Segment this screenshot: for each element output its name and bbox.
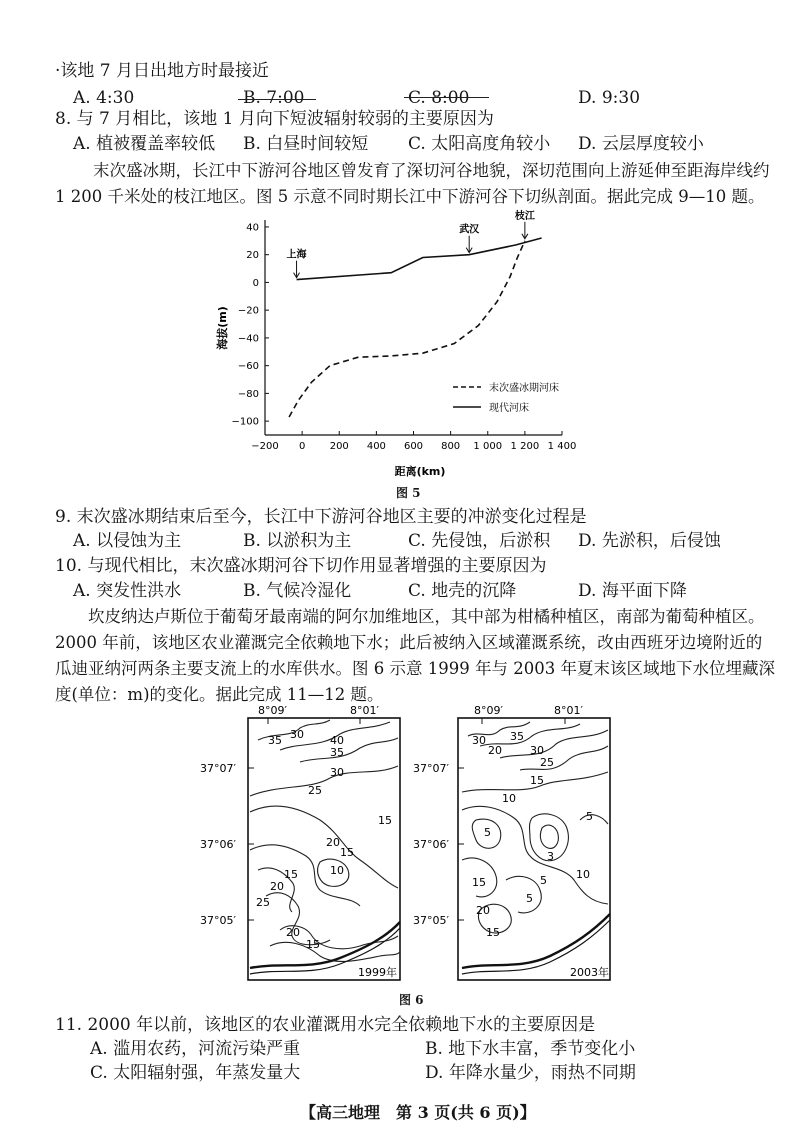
map2-label: 10 (576, 868, 590, 881)
q10-option-c: C. 地壳的沉降 (408, 581, 517, 601)
fig5-annotation-label: 武汉 (459, 224, 480, 236)
map1-label: 30 (290, 728, 304, 741)
map2-label: 5 (484, 826, 491, 839)
map2-label: 30 (530, 744, 544, 757)
map2-label: 35 (510, 730, 524, 743)
map1-label: 40 (330, 734, 344, 747)
q9-option-a: A. 以侵蚀为主 (73, 531, 182, 551)
fig5-caption: 图 5 (396, 486, 421, 500)
fig5-legend-modern: 现代河床 (489, 403, 529, 414)
map2-label: 30 (472, 734, 486, 747)
map2-lat-bottom: 37°05′ (413, 914, 449, 927)
map1-label: 15 (340, 846, 354, 859)
q9-option-d: D. 先淤积，后侵蚀 (578, 531, 721, 551)
page-footer: 【高三地理 第 3 页(共 6 页)】 (300, 1103, 536, 1122)
map1-label: 35 (268, 734, 282, 747)
map-ticks (248, 718, 565, 920)
fig5-x-tick-label: 200 (329, 441, 349, 452)
passage1-line1: 末次盛冰期，长江中下游河谷地区曾发育了深切河谷地貌，深切范围向上游延伸至距海岸线约 (93, 161, 770, 180)
q11-stem: 11. 2000 年以前，该地区的农业灌溉用水完全依赖地下水的主要原因是 (55, 1015, 596, 1035)
q11-option-b: B. 地下水丰富，季节变化小 (425, 1039, 636, 1059)
map2-year: 2003年 (570, 966, 609, 979)
passage2-text: 坎皮纳达卢斯位于葡萄牙最南端的阿尔加维地区，其中部为柑橘种植区，南部为葡萄种植区。2000 年前，该地区农业灌溉完全依赖地下水；此后被纳入区域灌溉系统，改由西班牙边境附近的瓜迪亚纳河两条主要支流上的水库供水。图 6 示意 1999 年与 2003 年夏末该区域地下水位埋藏深度(单位：m)的变化。据此完成 11—12 题。 (55, 607, 775, 704)
q11-option-a: A. 滥用农药，河流污染严重 (90, 1039, 301, 1059)
map1-label: 10 (330, 864, 344, 877)
map1-lat-bottom: 37°05′ (200, 914, 236, 927)
q7-option-b: B. 7:00 (243, 88, 305, 108)
q7-option-a: A. 4:30 (73, 88, 135, 108)
map1-label: 20 (286, 926, 300, 939)
map2-label: 25 (540, 756, 554, 769)
fig5-y-tick-label: 0 (252, 277, 259, 289)
q11-option-c: C. 太阳辐射强，年蒸发量大 (90, 1063, 301, 1083)
map2-label: 15 (530, 774, 544, 787)
map1-lat-top: 37°07′ (200, 762, 236, 775)
fig5-y-tick-label: −80 (237, 388, 259, 400)
map2-lon-right: 8°01′ (554, 704, 583, 717)
map2-coastline (462, 914, 610, 968)
fig5-y-axis-label: 海拔(m) (216, 306, 229, 350)
figure6-maps (180, 700, 640, 1000)
q10-stem: 10. 与现代相比，末次盛冰期河谷下切作用显著增强的主要原因为 (55, 556, 547, 576)
map1-year: 1999年 (358, 966, 397, 979)
fig5-y-tick-label: −100 (231, 416, 259, 428)
fig5-annotation-label: 上海 (286, 249, 307, 261)
fig5-y-tick-label: −40 (237, 333, 259, 345)
figure5-chart (210, 205, 590, 495)
map2-label: 20 (488, 744, 502, 757)
map2-lat-mid: 37°06′ (413, 838, 449, 851)
map2-label: 15 (486, 926, 500, 939)
fig5-x-tick-label: 1 000 (473, 441, 503, 452)
passage1-line2: 1 200 千米处的枝江地区。图 5 示意不同时期长江中下游河谷下切纵剖面。据此完成 9—10 题。 (55, 187, 765, 206)
q9-stem: 9. 末次盛冰期结束后至今，长江中下游河谷地区主要的冲淤变化过程是 (55, 507, 587, 527)
fig5-y-tick-label: −20 (237, 305, 259, 317)
map1-label: 20 (270, 880, 284, 893)
map2-label: 5 (526, 892, 533, 905)
q9-option-c: C. 先侵蚀，后淤积 (408, 531, 551, 551)
map2-frame (458, 718, 610, 980)
map1-lon-left: 8°09′ (258, 704, 287, 717)
q8-option-b: B. 白昼时间较短 (243, 134, 369, 154)
fig5-x-tick-label: 1 400 (547, 441, 577, 452)
map1-label: 20 (326, 836, 340, 849)
fig5-y-tick-label: 20 (246, 250, 259, 262)
fig5-annotation-label: 枝江 (514, 210, 535, 222)
map2-lon-left: 8°09′ (474, 704, 503, 717)
map2-label: 10 (502, 792, 516, 805)
map2-label: 5 (586, 810, 593, 823)
q7-option-d: D. 9:30 (578, 88, 641, 108)
q8-option-c: C. 太阳高度角较小 (408, 134, 551, 154)
map2-lat-top: 37°07′ (413, 762, 449, 775)
map2-label: 5 (540, 874, 547, 887)
map1-lat-mid: 37°06′ (200, 838, 236, 851)
fig5-y-tick-label: −60 (237, 361, 259, 373)
q10-option-d: D. 海平面下降 (578, 581, 687, 601)
map1-lon-right: 8°01′ (350, 704, 379, 717)
map1-label: 35 (330, 746, 344, 759)
figure6 (180, 700, 640, 1000)
q10-option-b: B. 气候冷湿化 (243, 581, 352, 601)
q10-option-a: A. 突发性洪水 (73, 581, 182, 601)
map2-label: 20 (476, 904, 490, 917)
map1-label: 15 (378, 814, 392, 827)
map1-label: 30 (330, 766, 344, 779)
map1-contour-lines (250, 720, 400, 961)
fig5-x-tick-label: 800 (441, 441, 461, 452)
q7-stem: ·该地 7 月日出地方时最接近 (55, 61, 270, 81)
fig5-x-axis-label: 距离(km) (394, 465, 446, 478)
fig5-series-modern-riverbed (297, 238, 542, 280)
pen-strike-c (404, 97, 489, 98)
q11-option-d: D. 年降水量少，雨热不同期 (425, 1063, 636, 1083)
q7-option-c: C. 8:00 (408, 88, 470, 108)
fig6-caption: 图 6 (399, 993, 424, 1007)
fig5-x-tick-label: 0 (298, 441, 306, 452)
map2-label: 3 (547, 850, 554, 863)
fig5-x-tick-label: 600 (403, 441, 424, 452)
pen-strike-b (238, 99, 316, 100)
fig5-x-tick-label: 1 200 (510, 441, 540, 452)
q8-stem: 8. 与 7 月相比，该地 1 月向下短波辐射较弱的主要原因为 (55, 109, 494, 129)
q9-option-b: B. 以淤积为主 (243, 531, 352, 551)
map1-label: 25 (256, 896, 270, 909)
map1-label: 15 (306, 938, 320, 951)
fig5-legend-glacial: 末次盛冰期河床 (489, 383, 559, 394)
map1-label: 25 (308, 784, 322, 797)
fig5-x-tick-label: −200 (251, 441, 279, 452)
q8-option-a: A. 植被覆盖率较低 (73, 134, 216, 154)
q8-option-d: D. 云层厚度较小 (578, 134, 704, 154)
map2-label: 15 (472, 876, 486, 889)
fig5-x-tick-label: 400 (366, 441, 386, 452)
map1-label: 15 (284, 868, 298, 881)
fig5-y-tick-label: 40 (246, 222, 259, 234)
